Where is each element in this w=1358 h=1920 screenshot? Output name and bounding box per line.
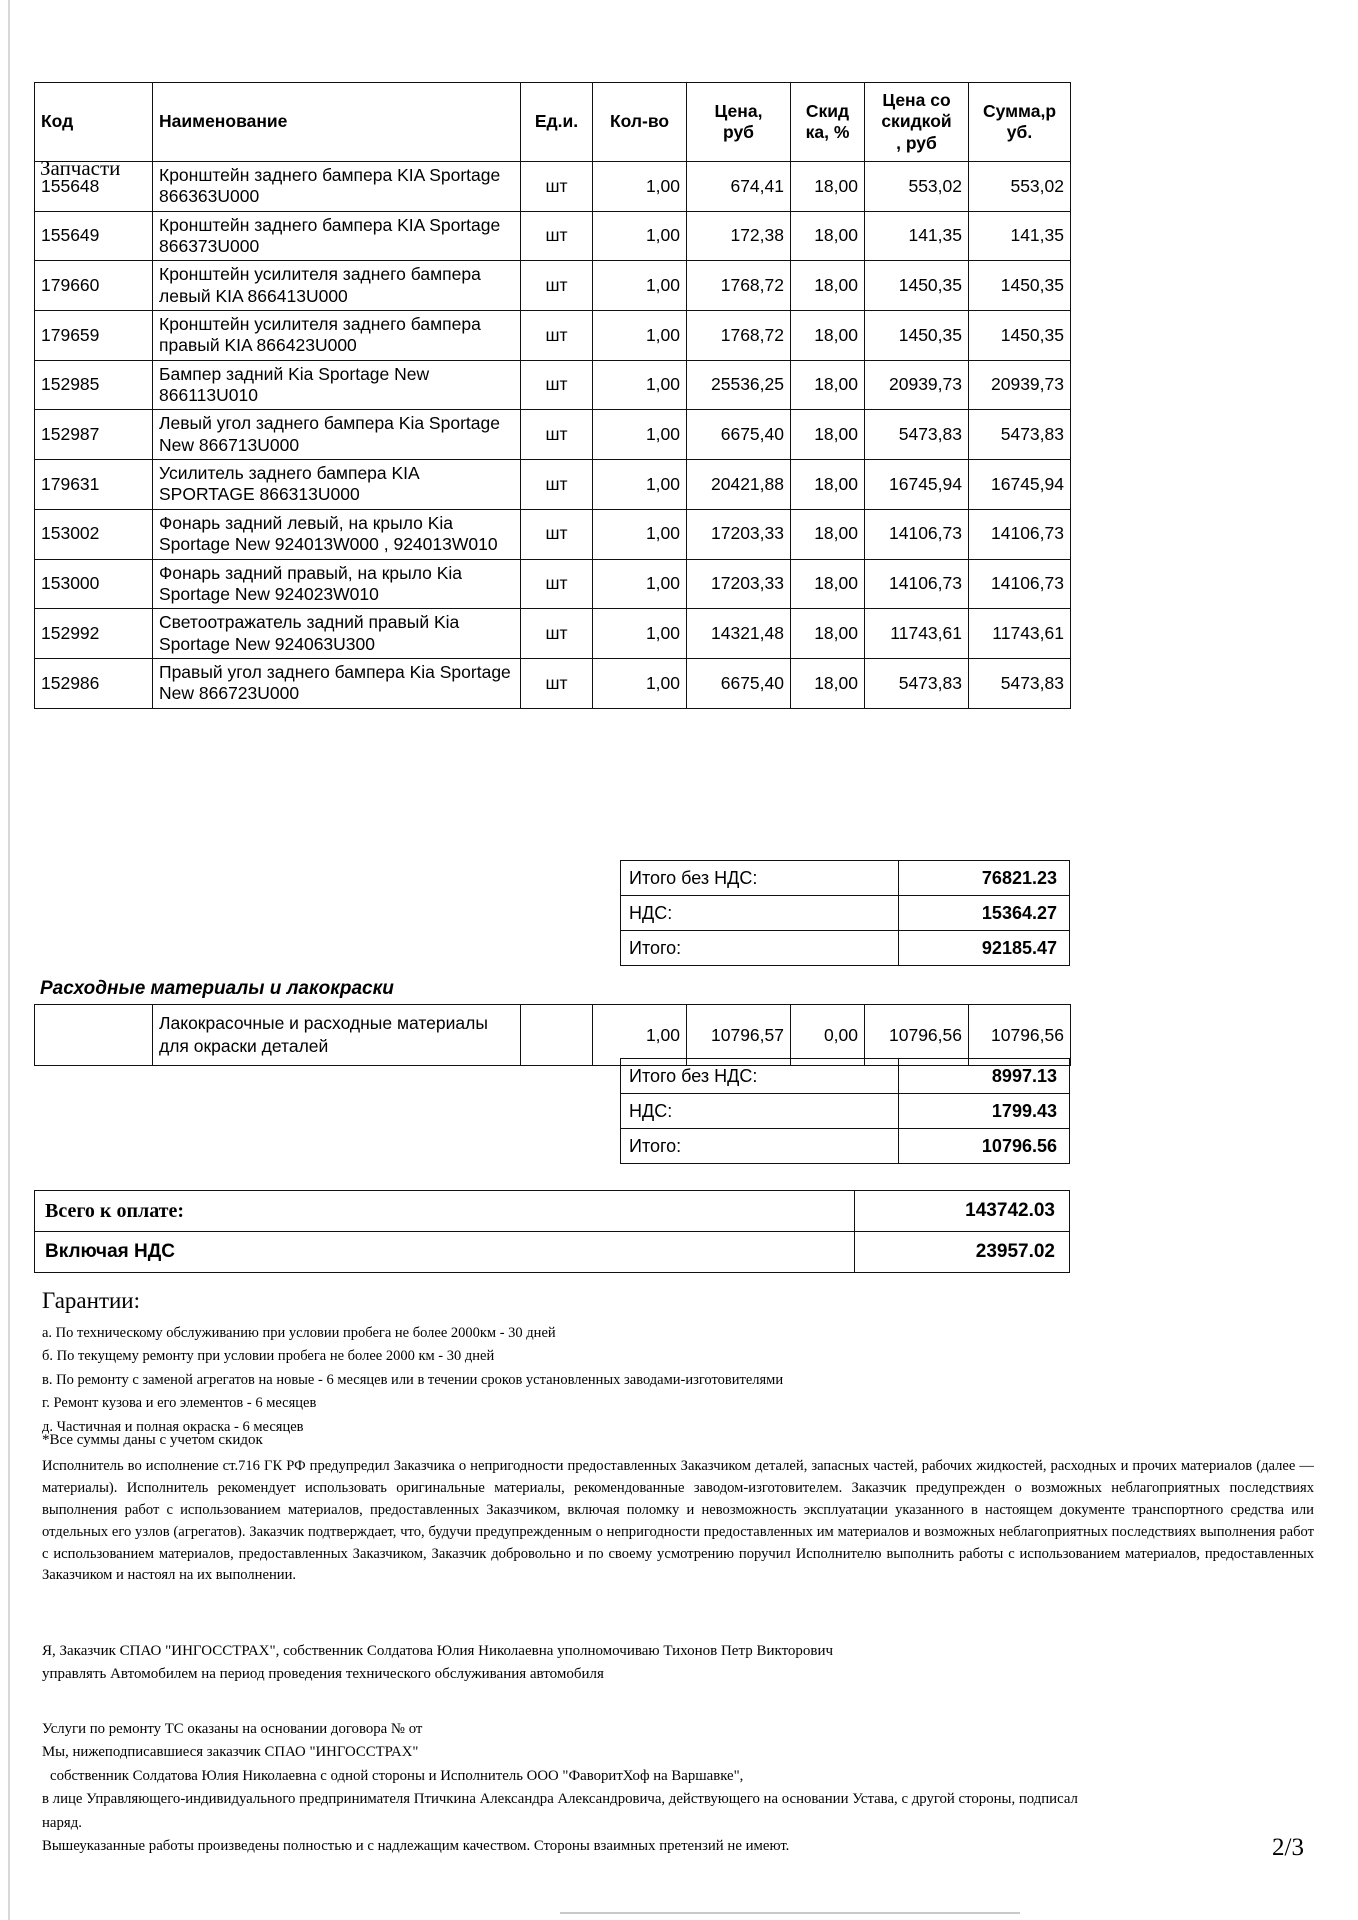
guarantee-item: д. Частичная и полная окраска - 6 месяцев [42, 1418, 304, 1435]
cell-unit: шт [521, 509, 593, 559]
totals-label-total: Итого: [621, 1129, 899, 1164]
table-header-row [35, 83, 1071, 162]
cell-qty: 1,00 [593, 162, 687, 212]
consumables-section-title: Расходные материалы и лакокраски [40, 978, 394, 999]
totals-row-vat [621, 1094, 1070, 1129]
cell-sum: 14106,73 [969, 559, 1071, 609]
table-row [35, 360, 1071, 410]
column-header-sum-line1: Сумма,р [982, 100, 1057, 121]
cell-discounted-price: 1450,35 [865, 261, 969, 311]
cell-code: 179631 [35, 460, 153, 510]
column-header-price [687, 83, 791, 162]
cell-price: 1768,72 [687, 261, 791, 311]
cell-discounted-price: 553,02 [865, 162, 969, 212]
table-row [35, 658, 1071, 708]
contract-line-5: наряд. [42, 1814, 82, 1831]
scan-edge-artifact-bottom [560, 1912, 1020, 1914]
cell-code: 153000 [35, 559, 153, 609]
cell-sum: 20939,73 [969, 360, 1071, 410]
totals-value-total: 92185.47 [899, 931, 1070, 966]
column-header-qty: Кол-во [593, 83, 687, 162]
cell-discounted-price: 20939,73 [865, 360, 969, 410]
cell-unit: шт [521, 162, 593, 212]
totals-label-vat: НДС: [621, 1094, 899, 1129]
cell-code: 155649 [35, 211, 153, 261]
cell-code: 152992 [35, 609, 153, 659]
consumables-totals-block [620, 1058, 1070, 1164]
cell-discount: 18,00 [791, 460, 865, 510]
cell-price: 20421,88 [687, 460, 791, 510]
cell-discount: 18,00 [791, 261, 865, 311]
guarantee-item: а. По техническому обслуживанию при условии пробега не более 2000км - 30 дней [42, 1325, 556, 1341]
cell-qty: 1,00 [593, 559, 687, 609]
cell-price: 1768,72 [687, 311, 791, 361]
column-header-discounted-price [865, 83, 969, 162]
cell-name: Усилитель заднего бампера KIA SPORTAGE 866313U000 [153, 460, 521, 510]
cell-qty: 1,00 [593, 410, 687, 460]
cell-discount: 18,00 [791, 609, 865, 659]
column-header-price-line2: руб [722, 122, 754, 142]
totals-label-net: Итого без НДС: [621, 1059, 899, 1094]
guarantee-item: б. По текущему ремонту при условии пробега не более 2000 км - 30 дней [42, 1348, 495, 1365]
column-header-dprice-line1: Цена со [882, 89, 951, 110]
cell-sum: 1450,35 [969, 311, 1071, 361]
cell-code: 155648 [35, 162, 153, 212]
grand-total-block [34, 1190, 1070, 1273]
cell-discount: 18,00 [791, 211, 865, 261]
cell-code: 152986 [35, 658, 153, 708]
cell-name: Фонарь задний левый, на крыло Kia Sportage New 924013W000 , 924013W010 [153, 509, 521, 559]
totals-value-net: 8997.13 [899, 1059, 1070, 1094]
cell-unit [521, 1005, 593, 1066]
cell-sum: 5473,83 [969, 410, 1071, 460]
totals-row-net [621, 1059, 1070, 1094]
cell-name: Кронштейн заднего бампера KIA Sportage 866373U000 [153, 211, 521, 261]
cell-discount: 18,00 [791, 559, 865, 609]
cell-sum: 10796,56 [969, 1005, 1071, 1066]
cell-qty: 1,00 [593, 460, 687, 510]
parts-section-title: Запчасти [40, 156, 121, 180]
page-number: 2/3 [1272, 1834, 1304, 1861]
cell-name: Фонарь задний правый, на крыло Kia Sportage New 924023W010 [153, 559, 521, 609]
cell-name: Бампер задний Kia Sportage New 866113U010 [153, 360, 521, 410]
totals-label-total: Итого: [621, 931, 899, 966]
cell-unit: шт [521, 658, 593, 708]
authorization-line-1: Я, Заказчик СПАО "ИНГОССТРАХ", собственник Солдатова Юлия Николаевна уполномочиваю Тихонов Петр Викторович [42, 1643, 834, 1659]
column-header-sum-line2: уб. [1006, 122, 1033, 142]
column-header-sum [969, 83, 1071, 162]
cell-sum: 5473,83 [969, 658, 1071, 708]
guarantee-item: в. По ремонту с заменой агрегатов на новые - 6 месяцев или в течении сроков установленных заводами-изготовителями [42, 1371, 784, 1388]
grand-total-label-vat: Включая НДС [35, 1232, 855, 1273]
cell-code [35, 1005, 153, 1066]
cell-discount: 18,00 [791, 360, 865, 410]
cell-qty: 1,00 [593, 658, 687, 708]
cell-price: 25536,25 [687, 360, 791, 410]
column-header-price-line1: Цена, [714, 100, 763, 121]
cell-discount: 0,00 [791, 1005, 865, 1066]
column-header-dprice-line2: скидкой [881, 111, 952, 132]
cell-name: Кронштейн усилителя заднего бампера левый KIA 866413U000 [153, 261, 521, 311]
totals-label-vat: НДС: [621, 896, 899, 931]
guarantee-title: Гарантии: [42, 1288, 141, 1313]
contract-line-1: Услуги по ремонту ТС оказаны на основании договора № от [42, 1721, 423, 1737]
column-header-code: Код [35, 83, 153, 162]
discount-note: *Все суммы даны с учетом скидок [42, 1432, 263, 1448]
cell-qty: 1,00 [593, 609, 687, 659]
cell-unit: шт [521, 261, 593, 311]
cell-discount: 18,00 [791, 658, 865, 708]
totals-row-vat [621, 896, 1070, 931]
column-header-unit: Ед.и. [521, 83, 593, 162]
contract-paragraph [42, 1718, 1332, 1858]
cell-sum: 553,02 [969, 162, 1071, 212]
cell-discounted-price: 14106,73 [865, 559, 969, 609]
cell-discount: 18,00 [791, 162, 865, 212]
guarantee-list [42, 1322, 1052, 1439]
authorization-paragraph [42, 1640, 1314, 1687]
cell-name: Светоотражатель задний правый Kia Sportage New 924063U300 [153, 609, 521, 659]
table-row [35, 311, 1071, 361]
cell-name: Лакокрасочные и расходные материалы для окраски деталей [153, 1005, 521, 1066]
cell-discount: 18,00 [791, 509, 865, 559]
cell-discounted-price: 16745,94 [865, 460, 969, 510]
cell-price: 14321,48 [687, 609, 791, 659]
column-header-name: Наименование [153, 83, 521, 162]
table-row [35, 559, 1071, 609]
cell-code: 179659 [35, 311, 153, 361]
cell-price: 6675,40 [687, 410, 791, 460]
column-header-discount [791, 83, 865, 162]
cell-sum: 1450,35 [969, 261, 1071, 311]
grand-total-value-payable: 143742.03 [855, 1191, 1070, 1232]
cell-sum: 14106,73 [969, 509, 1071, 559]
cell-qty: 1,00 [593, 311, 687, 361]
contract-line-6: Вышеуказанные работы произведены полностью и с надлежащим качеством. Стороны взаимных претензий не имеют. [42, 1837, 790, 1854]
table-row [35, 162, 1071, 212]
cell-name: Кронштейн усилителя заднего бампера правый KIA 866423U000 [153, 311, 521, 361]
cell-discounted-price: 10796,56 [865, 1005, 969, 1066]
totals-row-total [621, 1129, 1070, 1164]
cell-qty: 1,00 [593, 261, 687, 311]
table-row [35, 509, 1071, 559]
cell-discounted-price: 141,35 [865, 211, 969, 261]
column-header-discount-line2: ка, % [805, 122, 850, 142]
cell-price: 10796,57 [687, 1005, 791, 1066]
cell-discounted-price: 5473,83 [865, 410, 969, 460]
cell-qty: 1,00 [593, 360, 687, 410]
totals-row-net [621, 861, 1070, 896]
cell-price: 6675,40 [687, 658, 791, 708]
parts-totals-block [620, 860, 1070, 966]
cell-discounted-price: 5473,83 [865, 658, 969, 708]
cell-discounted-price: 1450,35 [865, 311, 969, 361]
cell-discounted-price: 14106,73 [865, 509, 969, 559]
totals-value-total: 10796.56 [899, 1129, 1070, 1164]
cell-discount: 18,00 [791, 311, 865, 361]
contract-line-2: Мы, нижеподписавшиеся заказчик СПАО "ИНГОССТРАХ" [42, 1744, 419, 1761]
cell-code: 152987 [35, 410, 153, 460]
cell-code: 152985 [35, 360, 153, 410]
cell-code: 153002 [35, 509, 153, 559]
disclaimer-paragraph: Исполнитель во исполнение ст.716 ГК РФ предупредил Заказчика о непригодности предоставленных Заказчиком деталей, запасных частей, рабочих жидкостей, расходных и прочих материалов (далее — материалы). Исполнитель рекомендует использовать оригинальные материалы, рекомендованные заводом-изготовителем. Заказчик предупрежден о возможных неблагоприятных последствиях выполнения работ с использованием материалов, предоставленных Заказчиком, включая поломку и невозможность эксплуатации указанного в настоящем документе транспортного средства или отдельных его узлов (агрегатов). Заказчик подтверждает, что, будучи предупрежденным о непригодности предоставленных им материалов и возможных неблагоприятных последствиях выполнения работ с использованием материалов, предоставленных Заказчиком, Заказчик добровольно и по своему усмотрению поручил Исполнителю выполнить работы с использованием материалов, предоставленных Заказчиком и настоял на их выполнении. [42, 1458, 1314, 1584]
cell-unit: шт [521, 609, 593, 659]
grand-total-label-payable: Всего к оплате: [35, 1191, 855, 1232]
cell-sum: 11743,61 [969, 609, 1071, 659]
cell-name: Левый угол заднего бампера Kia Sportage New 866713U000 [153, 410, 521, 460]
totals-row-total [621, 931, 1070, 966]
table-row [35, 460, 1071, 510]
parts-table-body [35, 162, 1071, 709]
cell-unit: шт [521, 211, 593, 261]
totals-value-vat: 15364.27 [899, 896, 1070, 931]
cell-qty: 1,00 [593, 509, 687, 559]
table-row [35, 261, 1071, 311]
cell-unit: шт [521, 559, 593, 609]
grand-total-value-vat: 23957.02 [855, 1232, 1070, 1273]
cell-sum: 16745,94 [969, 460, 1071, 510]
cell-name: Кронштейн заднего бампера KIA Sportage 866363U000 [153, 162, 521, 212]
contract-line-3: собственник Солдатова Юлия Николаевна с одной стороны и Исполнитель ООО "ФаворитХоф на Варшавке", [50, 1767, 744, 1784]
parts-table [34, 82, 1070, 709]
cell-price: 17203,33 [687, 559, 791, 609]
scan-edge-artifact [8, 0, 10, 1920]
cell-unit: шт [521, 360, 593, 410]
authorization-line-2: управлять Автомобилем на период проведения технического обслуживания автомобиля [42, 1666, 604, 1683]
grand-total-row-vat [35, 1232, 1070, 1273]
totals-label-net: Итого без НДС: [621, 861, 899, 896]
guarantee-item: г. Ремонт кузова и его элементов - 6 месяцев [42, 1395, 317, 1412]
table-row [35, 211, 1071, 261]
cell-price: 172,38 [687, 211, 791, 261]
cell-discount: 18,00 [791, 410, 865, 460]
cell-qty: 1,00 [593, 1005, 687, 1066]
cell-code: 179660 [35, 261, 153, 311]
column-header-discount-line1: Скид [805, 100, 850, 121]
grand-total-row-payable [35, 1191, 1070, 1232]
cell-sum: 141,35 [969, 211, 1071, 261]
consumables-table [34, 1004, 1070, 1066]
totals-value-net: 76821.23 [899, 861, 1070, 896]
cell-name: Правый угол заднего бампера Kia Sportage New 866723U000 [153, 658, 521, 708]
cell-qty: 1,00 [593, 211, 687, 261]
table-row [35, 1005, 1071, 1066]
column-header-dprice-line3: , руб [896, 132, 937, 153]
cell-discounted-price: 11743,61 [865, 609, 969, 659]
cell-unit: шт [521, 410, 593, 460]
table-row [35, 410, 1071, 460]
cell-price: 674,41 [687, 162, 791, 212]
contract-line-4: в лице Управляющего-индивидуального предпринимателя Птичкина Александра Александровича, действующего на основании Устава, с другой стороны, подписал [42, 1791, 1078, 1808]
table-row [35, 609, 1071, 659]
cell-price: 17203,33 [687, 509, 791, 559]
cell-unit: шт [521, 311, 593, 361]
cell-unit: шт [521, 460, 593, 510]
totals-value-vat: 1799.43 [899, 1094, 1070, 1129]
